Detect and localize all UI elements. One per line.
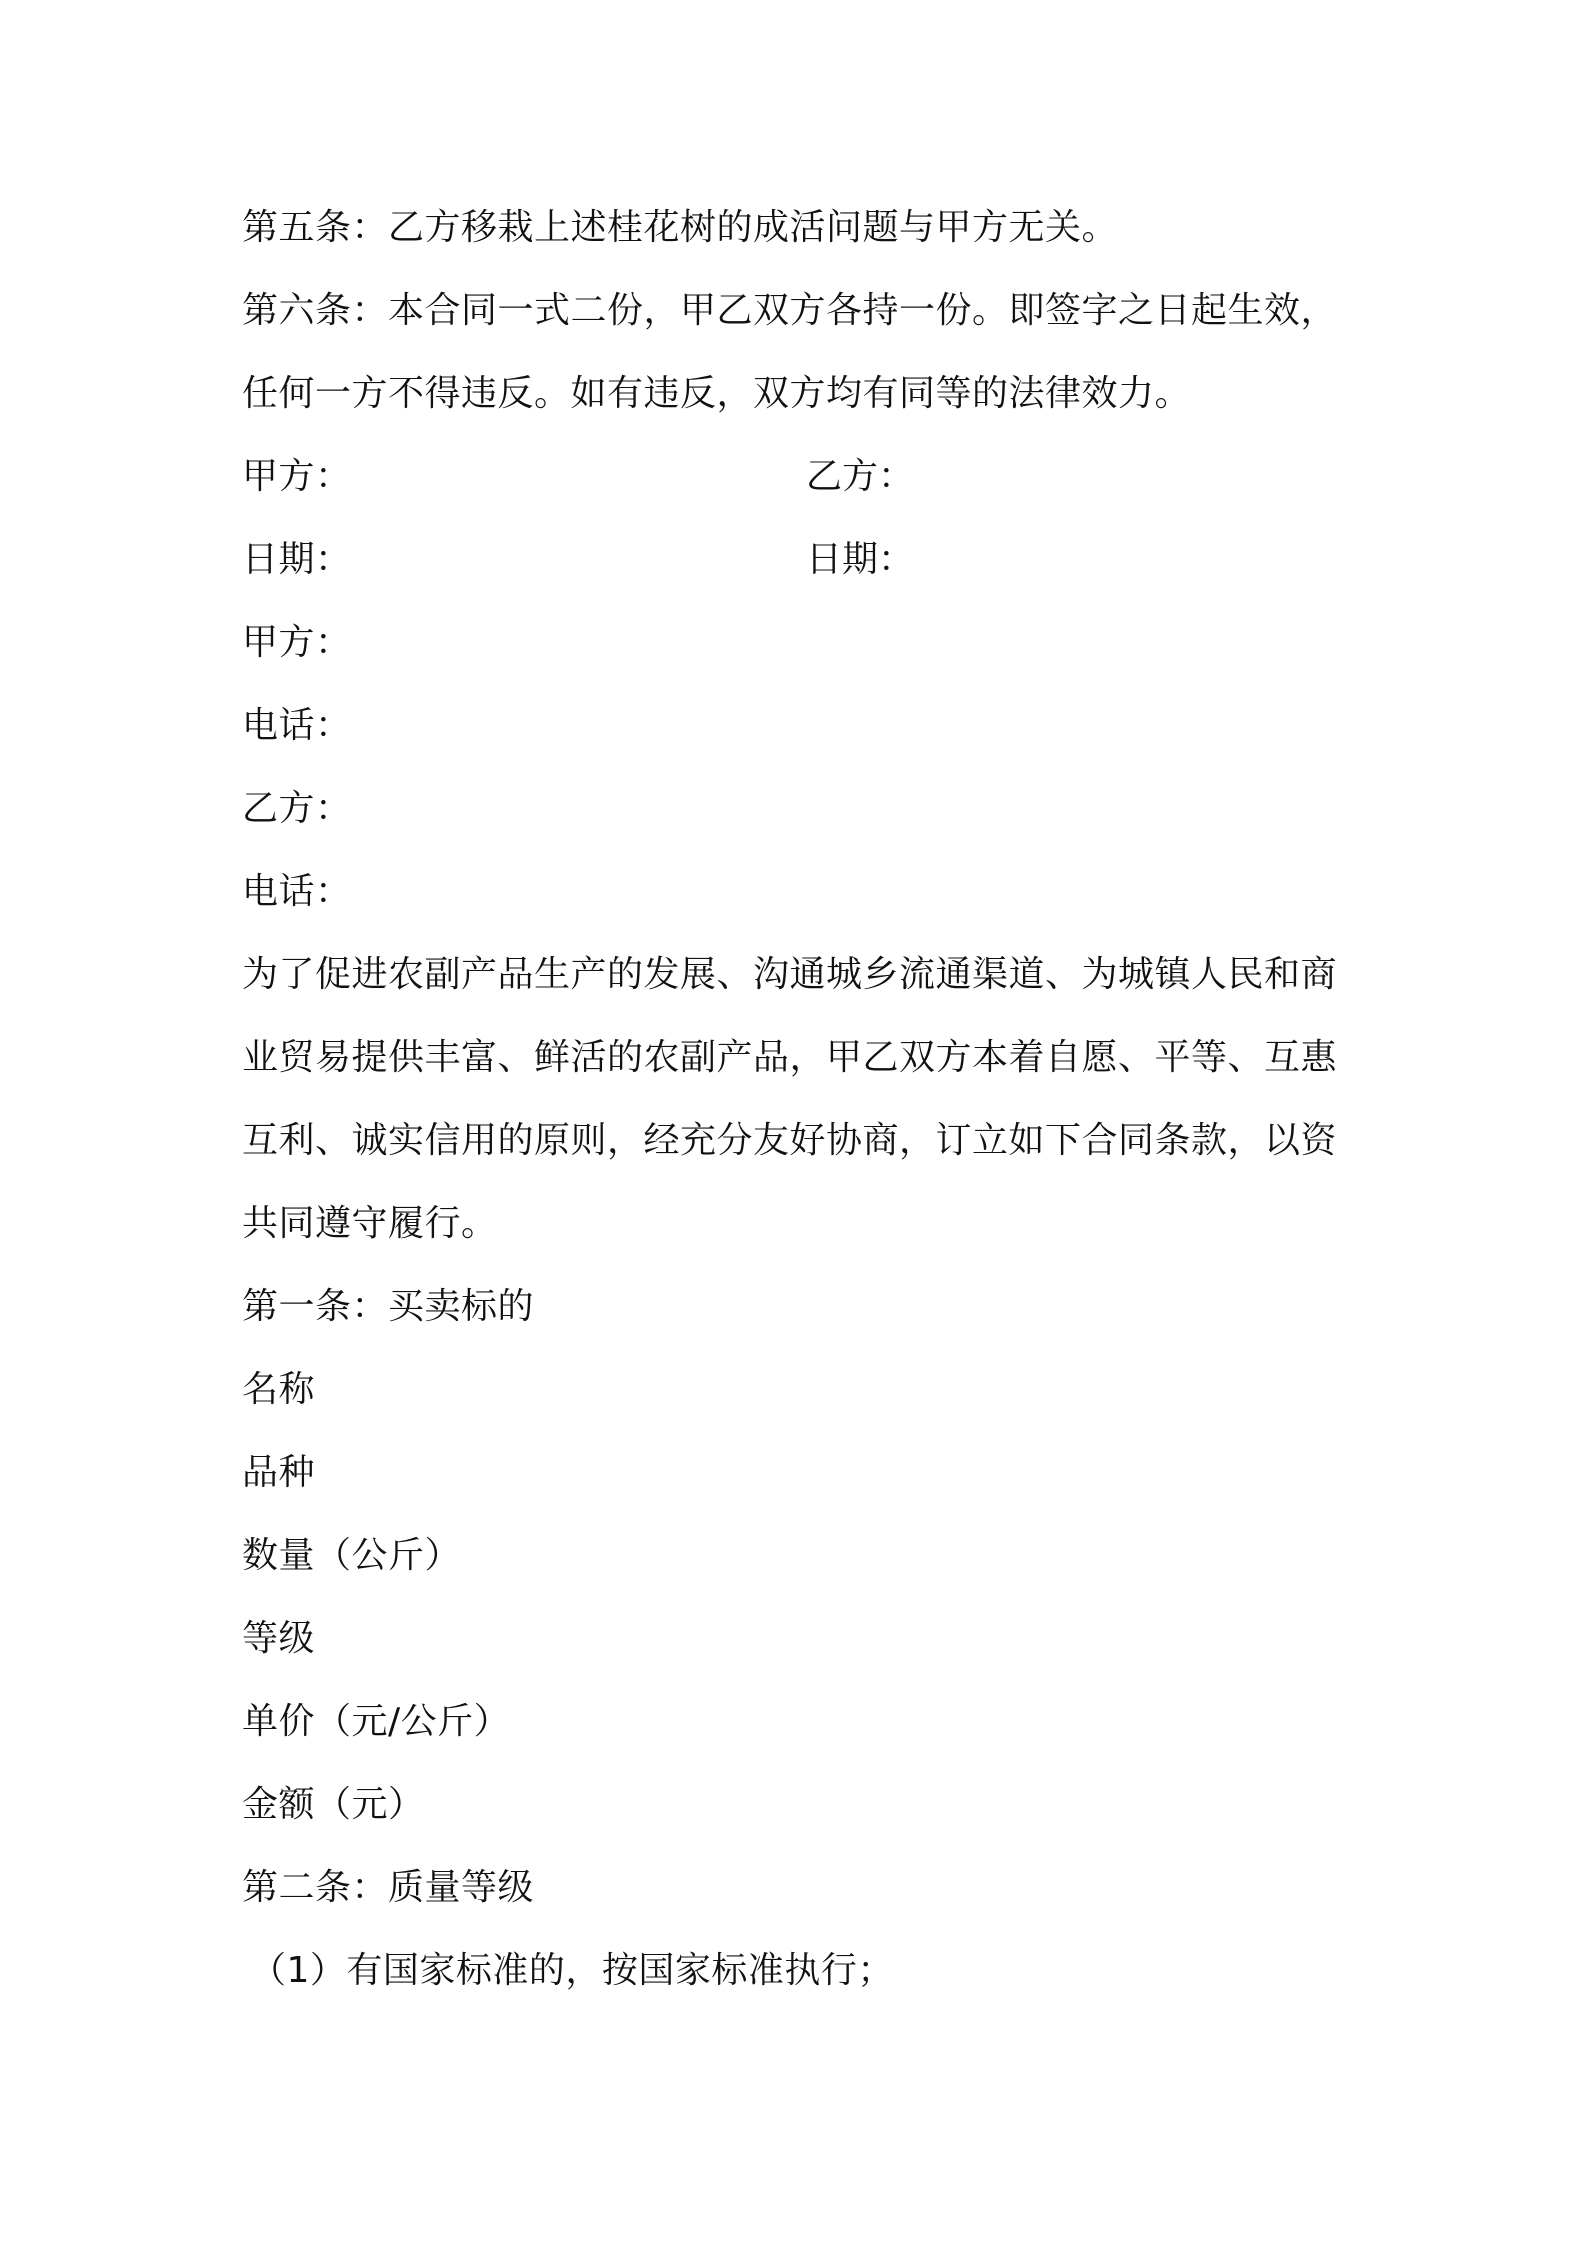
item-grade-label: 等级 bbox=[242, 1618, 316, 1659]
article-5: 第五条：乙方移栽上述桂花树的成活问题与甲方无关。 bbox=[242, 207, 1119, 248]
sign-party-b-label: 乙方： bbox=[806, 456, 915, 497]
item-amount-label: 金额（元） bbox=[242, 1784, 425, 1825]
article-1-heading: 第一条：买卖标的 bbox=[242, 1286, 535, 1327]
sign-date-a-label: 日期： bbox=[242, 539, 352, 580]
item-unit-price-label: 单价（元/公斤） bbox=[242, 1701, 511, 1742]
contact-party-b-label: 乙方： bbox=[242, 788, 352, 829]
sign-party-a-label: 甲方： bbox=[242, 456, 352, 497]
article-6-line-1: 第六条：本合同一式二份，甲乙双方各持一份。即签字之日起生效， bbox=[242, 290, 1338, 331]
sign-date-b-label: 日期： bbox=[806, 539, 915, 580]
contact-party-a-label: 甲方： bbox=[242, 622, 352, 663]
preamble-line-2: 业贸易提供丰富、鲜活的农副产品，甲乙双方本着自愿、平等、互惠 bbox=[242, 1037, 1338, 1078]
contact-phone-a-label: 电话： bbox=[242, 705, 352, 746]
preamble-line-1: 为了促进农副产品生产的发展、沟通城乡流通渠道、为城镇人民和商 bbox=[242, 954, 1338, 995]
preamble-line-4: 共同遵守履行。 bbox=[242, 1203, 498, 1244]
article-6-line-2: 任何一方不得违反。如有违反，双方均有同等的法律效力。 bbox=[242, 373, 1192, 414]
item-quantity-label: 数量（公斤） bbox=[242, 1535, 462, 1576]
clause-2-1: （1）有国家标准的，按国家标准执行； bbox=[250, 1950, 894, 1991]
item-variety-label: 品种 bbox=[242, 1452, 316, 1493]
article-2-heading: 第二条：质量等级 bbox=[242, 1867, 535, 1908]
preamble-line-3: 互利、诚实信用的原则，经充分友好协商，订立如下合同条款，以资 bbox=[242, 1120, 1338, 1161]
item-name-label: 名称 bbox=[242, 1369, 316, 1410]
contact-phone-b-label: 电话： bbox=[242, 871, 352, 912]
